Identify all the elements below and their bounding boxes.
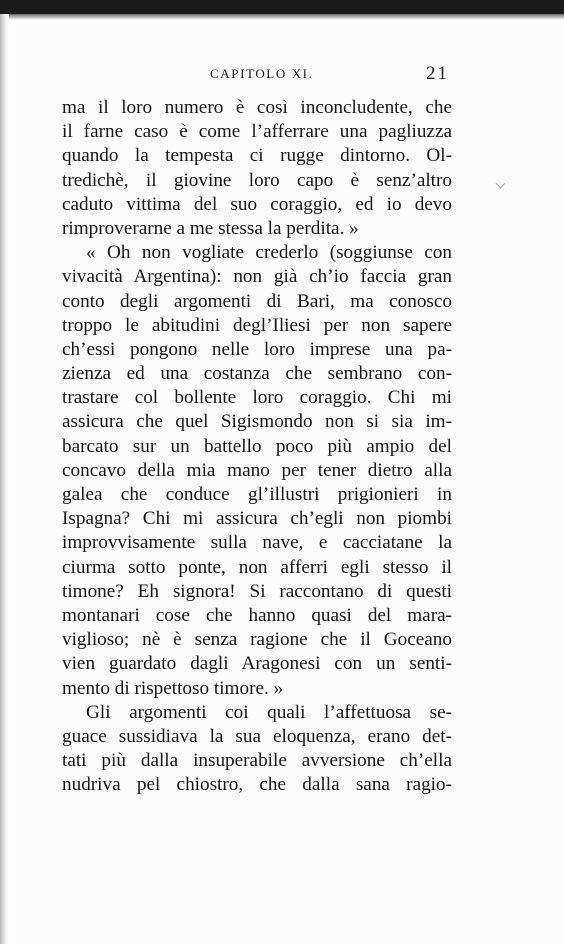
- text-line: quando la tempesta ci rugge dintorno. Ol-: [62, 145, 452, 167]
- text-line: troppo le abitudini degl’Iliesi per non sapere: [62, 314, 452, 336]
- text-line: assicura che quel Sigismondo non si sia im-: [62, 411, 452, 433]
- text-line: viglioso; nè è senza ragione che il Goceano: [62, 629, 452, 651]
- body-text: [62, 96, 452, 797]
- text-line: zienza ed una costanza che sembrano con-: [62, 363, 452, 385]
- scan-top-edge: [0, 0, 564, 14]
- text-line: rimproverarne a me stessa la perdita. »: [62, 217, 359, 239]
- text-line: trastare col bollente loro coraggio. Chi mi: [62, 387, 452, 409]
- text-line: ch’essi pongono nelle loro imprese una pa-: [62, 338, 452, 360]
- text-line: barcato sur un battello poco più ampio del: [62, 435, 452, 457]
- paragraph-first-line: « Oh non vogliate crederlo (soggiunse con: [86, 242, 452, 264]
- text-line: tredichè, il giovine loro capo è senz’altro: [62, 169, 452, 191]
- text-line: il farne caso è come l’afferrare una pagliuzza: [62, 121, 452, 143]
- text-line: ma il loro numero è così inconcludente, che: [62, 97, 452, 118]
- text-line: concavo della mia mano per tener dietro alla: [62, 459, 452, 481]
- running-head: [0, 63, 564, 86]
- text-line: galea che conduce gl’illustri prigionieri in: [62, 484, 452, 505]
- page-number: 21: [426, 63, 449, 84]
- text-line: ciurma sotto ponte, non afferri egli stesso il: [62, 556, 452, 578]
- text-line: conto degli argomenti di Bari, ma conosco: [62, 290, 452, 312]
- chapter-title: CAPITOLO XI.: [210, 66, 314, 81]
- text-line: timone? Eh signora! Si raccontano di questi: [62, 580, 452, 602]
- page-gutter: [0, 14, 9, 944]
- text-line: montanari cose che hanno quasi del mara-: [62, 604, 452, 626]
- text-line: vien guardato dagli Aragonesi con un senti-: [62, 653, 452, 675]
- text-line: vivacità Argentina): non già ch’io faccia gran: [62, 266, 452, 288]
- text-line: Ispagna? Chi mi assicura ch’egli non piombi: [62, 508, 452, 530]
- text-line: mento di rispettoso timore. »: [62, 677, 284, 699]
- text-line: nudriva pel chiostro, che dalla sana ragio-: [62, 774, 452, 796]
- text-line: caduto vittima del suo coraggio, ed io devo: [62, 193, 452, 215]
- text-line: guace sussidiava la sua eloquenza, erano det-: [62, 725, 452, 747]
- text-line: improvvisamente sulla nave, e cacciatane la: [62, 532, 452, 554]
- paragraph-first-line: Gli argomenti coi quali l’affettuosa se-: [86, 701, 452, 723]
- text-line: tati più dalla insuperabile avversione ch’ella: [62, 750, 452, 772]
